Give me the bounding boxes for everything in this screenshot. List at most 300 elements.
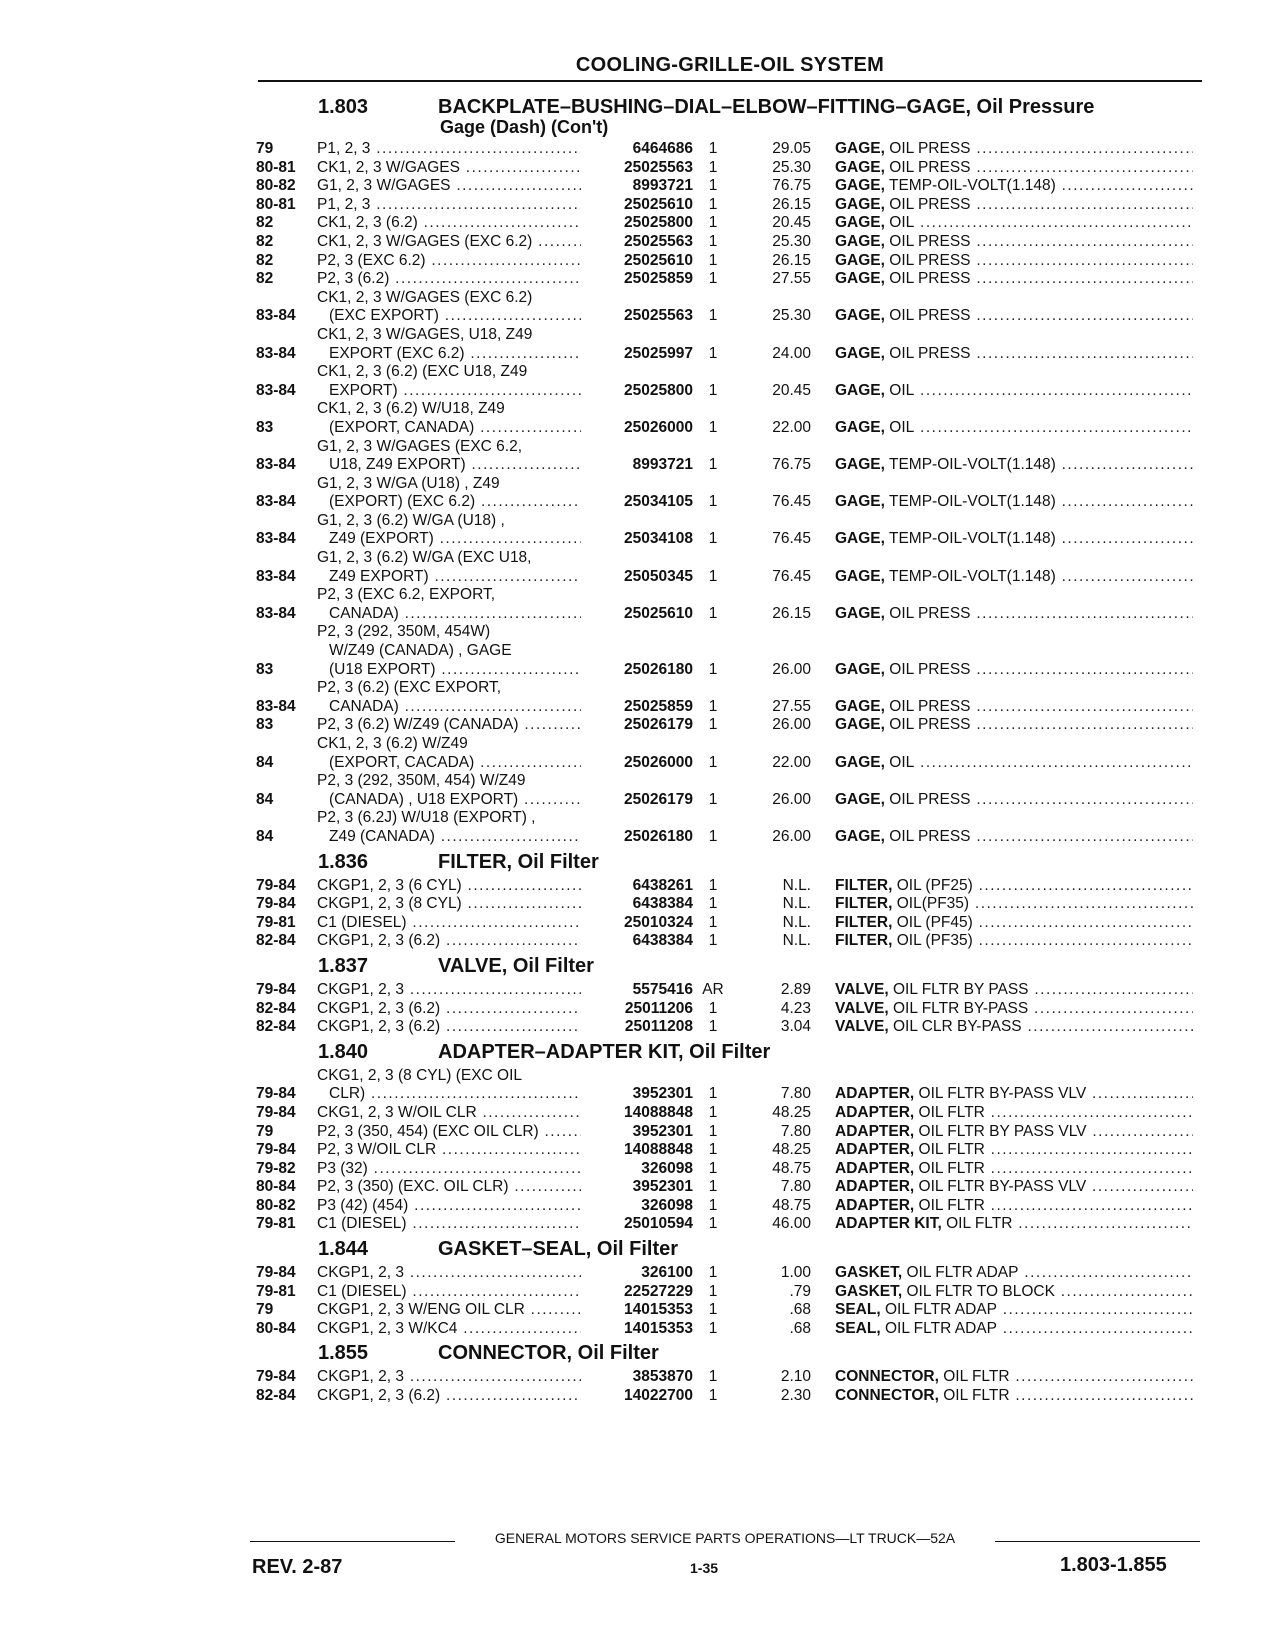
quantity: 1: [708, 1301, 718, 1319]
section-range: 1.803-1.855: [1060, 1554, 1167, 1576]
parts-row: [0, 1018, 1280, 1037]
parts-row: [0, 214, 1280, 233]
parts-row: [0, 1123, 1280, 1142]
parts-row: [0, 981, 1280, 1000]
quantity: 1: [708, 1196, 718, 1214]
part-name: [835, 252, 1193, 271]
part-name-detail: OIL .....: [885, 382, 1193, 399]
part-name-noun: ADAPTER,: [835, 1178, 915, 1196]
description-line: (EXPORT) (EXC 6.2) .....: [317, 493, 581, 512]
price: 22.00: [772, 418, 811, 436]
application-description: [317, 1368, 581, 1387]
parts-row: [0, 177, 1280, 196]
application-description: [317, 932, 581, 951]
part-name-noun: GASKET,: [835, 1264, 903, 1282]
parts-row: [0, 679, 1280, 716]
price: 22.00: [772, 753, 811, 771]
part-name-detail: OIL (PF35) .....: [892, 932, 1193, 949]
part-name-noun: GAGE,: [835, 530, 885, 548]
parts-row: [0, 1104, 1280, 1123]
application-description: [317, 735, 581, 772]
part-number: 25010594: [624, 1215, 693, 1233]
description-line: P3 (32) .....: [317, 1160, 581, 1179]
description-line: P1, 2, 3 .....: [317, 196, 581, 215]
application-description: [317, 159, 581, 178]
model-year: 83-84: [256, 493, 296, 511]
part-name: [835, 716, 1193, 735]
quantity: 1: [708, 1122, 718, 1140]
application-description: [317, 1067, 581, 1104]
part-name: [835, 877, 1193, 896]
model-year: 79-84: [256, 1085, 296, 1103]
part-number: 8993721: [632, 456, 693, 474]
parts-row: [0, 233, 1280, 252]
description-line: CKGP1, 2, 3 (6.2) .....: [317, 932, 581, 951]
parts-row: [0, 549, 1280, 586]
description-line: CKGP1, 2, 3 (6.2) .....: [317, 1000, 581, 1019]
part-name-noun: VALVE,: [835, 1018, 889, 1036]
description-line: P2, 3 W/OIL CLR .....: [317, 1141, 581, 1160]
parts-row: [0, 586, 1280, 623]
price: 20.45: [772, 381, 811, 399]
part-number: 326098: [641, 1196, 693, 1214]
part-name: [835, 1000, 1193, 1019]
part-name-detail: OIL PRESS .....: [885, 159, 1193, 176]
section-title: GASKET–SEAL, Oil Filter: [438, 1238, 679, 1261]
part-name: [835, 233, 1193, 252]
parts-row: [0, 1197, 1280, 1216]
price: 48.25: [772, 1103, 811, 1121]
part-name-detail: OIL FLTR .....: [914, 1104, 1193, 1121]
quantity: 1: [708, 493, 718, 511]
part-name-detail: OIL PRESS .....: [885, 307, 1193, 324]
part-number: 25026179: [624, 716, 693, 734]
part-number: 25025563: [624, 307, 693, 325]
part-name-noun: GAGE,: [835, 344, 885, 362]
part-number: 25026180: [624, 827, 693, 845]
part-name: [835, 981, 1193, 1000]
price: 27.55: [772, 697, 811, 715]
description-line: (EXC EXPORT) .....: [317, 307, 581, 326]
description-line: CKGP1, 2, 3 .....: [317, 981, 581, 1000]
part-name-detail: OIL FLTR TO BLOCK .....: [902, 1283, 1193, 1300]
part-name: [835, 914, 1193, 933]
part-name-noun: GAGE,: [835, 790, 885, 808]
description-line: CKG1, 2, 3 (8 CYL) (EXC OIL: [317, 1066, 523, 1084]
part-name: [835, 214, 1193, 233]
part-name-noun: GAGE,: [835, 567, 885, 585]
part-name-noun: ADAPTER KIT,: [835, 1215, 942, 1233]
part-name-noun: FILTER,: [835, 932, 893, 950]
model-year: 83-84: [256, 567, 296, 585]
parts-row: [0, 159, 1280, 178]
application-description: [317, 1000, 581, 1019]
part-name: [835, 1160, 1193, 1179]
model-year: 84: [256, 827, 274, 845]
part-name: [835, 1368, 1193, 1387]
part-name: [835, 1104, 1193, 1123]
part-name: [835, 382, 1193, 401]
quantity: 1: [708, 604, 718, 622]
model-year: 79-84: [256, 876, 296, 894]
model-year: 84: [256, 790, 274, 808]
quantity: 1: [708, 232, 718, 250]
model-year: 80-82: [256, 177, 296, 195]
price: 26.00: [772, 790, 811, 808]
model-year: 82-84: [256, 1387, 296, 1405]
quantity: 1: [708, 251, 718, 269]
part-name: [835, 196, 1193, 215]
part-name: [835, 895, 1193, 914]
part-name: [835, 345, 1193, 364]
price: .79: [789, 1282, 811, 1300]
section-code: 1.836: [318, 850, 369, 873]
part-name: [835, 1264, 1193, 1283]
quantity: 1: [708, 1159, 718, 1177]
part-number: 25025859: [624, 270, 693, 288]
quantity: 1: [708, 1215, 718, 1233]
section-code: 1.837: [318, 954, 369, 977]
application-description: [317, 549, 581, 586]
description-line: P2, 3 (EXC 6.2) .....: [317, 252, 581, 271]
part-name-detail: OIL (PF45) .....: [892, 914, 1193, 931]
description-line: U18, Z49 EXPORT) .....: [317, 456, 581, 475]
quantity: 1: [708, 1018, 718, 1036]
parts-row: [0, 289, 1280, 326]
parts-row: [0, 1000, 1280, 1019]
application-description: [317, 1215, 581, 1234]
part-number: 3853870: [632, 1368, 693, 1386]
part-name-noun: SEAL,: [835, 1301, 881, 1319]
description-line: EXPORT) .....: [317, 382, 581, 401]
price: 3.04: [780, 1018, 811, 1036]
part-name: [835, 568, 1193, 587]
description-line: G1, 2, 3 (6.2) W/GA (EXC U18,: [317, 549, 532, 567]
page-title: COOLING-GRILLE-OIL SYSTEM: [575, 54, 885, 76]
part-name-detail: TEMP-OIL-VOLT(1.148) .....: [885, 530, 1193, 547]
model-year: 83-84: [256, 604, 296, 622]
part-name-detail: OIL CLR BY-PASS .....: [889, 1018, 1193, 1035]
section-code: 1.840: [318, 1040, 369, 1063]
part-number: 6438384: [632, 932, 693, 950]
parts-row: [0, 1283, 1280, 1302]
parts-row: [0, 475, 1280, 512]
model-year: 80-81: [256, 195, 296, 213]
description-line: P2, 3 (EXC 6.2, EXPORT,: [317, 586, 496, 604]
parts-row: [0, 512, 1280, 549]
part-name-detail: OIL PRESS .....: [885, 196, 1193, 213]
parts-row: [0, 196, 1280, 215]
part-name-detail: OIL PRESS .....: [885, 716, 1193, 733]
application-description: [317, 1160, 581, 1179]
application-description: [317, 877, 581, 896]
quantity: 1: [708, 1387, 718, 1405]
model-year: 83-84: [256, 307, 296, 325]
part-number: 25026000: [624, 753, 693, 771]
catalog-section: [0, 951, 1280, 1037]
part-name-noun: ADAPTER,: [835, 1141, 915, 1159]
price: 20.45: [772, 214, 811, 232]
part-name-noun: VALVE,: [835, 980, 889, 998]
application-description: [317, 1283, 581, 1302]
part-name-detail: OIL FLTR ADAP .....: [881, 1301, 1193, 1318]
part-name-noun: ADAPTER,: [835, 1085, 915, 1103]
section-code: 1.844: [318, 1238, 369, 1261]
description-line: CKGP1, 2, 3 (8 CYL) .....: [317, 895, 581, 914]
section-title: VALVE, Oil Filter: [438, 954, 594, 977]
part-number: 25025800: [624, 214, 693, 232]
application-description: [317, 1104, 581, 1123]
model-year: 83-84: [256, 456, 296, 474]
price: 26.00: [772, 660, 811, 678]
part-number: 6464686: [632, 140, 693, 157]
part-name-detail: OIL .....: [885, 419, 1193, 436]
part-number: 25034105: [624, 493, 693, 511]
part-number: 5575416: [632, 980, 693, 998]
quantity: 1: [708, 456, 718, 474]
description-line: G1, 2, 3 W/GAGES .....: [317, 177, 581, 196]
part-name: [835, 605, 1193, 624]
part-name: [835, 177, 1193, 196]
parts-row: [0, 252, 1280, 271]
description-line: P2, 3 (350) (EXC. OIL CLR) .....: [317, 1178, 581, 1197]
part-number: 25025610: [624, 251, 693, 269]
part-name-detail: OIL(PF35) .....: [892, 895, 1193, 912]
description-line: CK1, 2, 3 (6.2) W/U18, Z49: [317, 400, 505, 418]
parts-row: [0, 932, 1280, 951]
application-description: [317, 895, 581, 914]
part-name-detail: OIL PRESS .....: [885, 605, 1193, 622]
price: 7.80: [780, 1122, 811, 1140]
part-name-noun: GAGE,: [835, 381, 885, 399]
model-year: 79: [256, 1301, 274, 1319]
part-number: 25025800: [624, 381, 693, 399]
part-name-noun: GAGE,: [835, 493, 885, 511]
price: N.L.: [782, 932, 811, 950]
description-line: CLR) .....: [317, 1085, 581, 1104]
model-year: 82-84: [256, 1018, 296, 1036]
model-year: 79-81: [256, 1282, 296, 1300]
part-name: [835, 1141, 1193, 1160]
parts-row: [0, 140, 1280, 159]
description-line: CKGP1, 2, 3 (6 CYL) .....: [317, 877, 581, 896]
section-heading: [0, 1037, 1280, 1067]
quantity: 1: [708, 1282, 718, 1300]
price: 2.10: [780, 1368, 811, 1386]
parts-row: [0, 1387, 1280, 1406]
part-name-noun: SEAL,: [835, 1319, 881, 1337]
parts-row: [0, 623, 1280, 679]
description-line: P2, 3 (6.2J) W/U18 (EXPORT) ,: [317, 809, 536, 827]
price: .68: [789, 1301, 811, 1319]
price: 26.15: [772, 604, 811, 622]
application-description: [317, 1320, 581, 1339]
part-name-noun: FILTER,: [835, 895, 893, 913]
part-name: [835, 932, 1193, 951]
price: 7.80: [780, 1085, 811, 1103]
quantity: 1: [708, 1368, 718, 1386]
part-name-detail: OIL FLTR .....: [914, 1160, 1193, 1177]
model-year: 79-84: [256, 895, 296, 913]
price: 48.75: [772, 1159, 811, 1177]
application-description: [317, 809, 581, 846]
application-description: [317, 1018, 581, 1037]
section-heading: [0, 847, 1280, 877]
parts-row: [0, 1320, 1280, 1339]
part-number: 25034108: [624, 530, 693, 548]
part-name: [835, 456, 1193, 475]
application-description: [317, 679, 581, 716]
part-number: 25011206: [624, 999, 693, 1017]
description-line: P2, 3 (6.2) .....: [317, 270, 581, 289]
description-line: CK1, 2, 3 W/GAGES (EXC 6.2) .....: [317, 233, 581, 252]
part-name-noun: GAGE,: [835, 158, 885, 176]
application-description: [317, 438, 581, 475]
description-line: CKG1, 2, 3 W/OIL CLR .....: [317, 1104, 581, 1123]
quantity: 1: [708, 1319, 718, 1337]
catalog-section: [0, 1234, 1280, 1338]
price: 26.00: [772, 716, 811, 734]
quantity: 1: [708, 307, 718, 325]
price: 76.45: [772, 567, 811, 585]
part-name: [835, 1215, 1193, 1234]
part-number: 326100: [641, 1264, 693, 1282]
quantity: 1: [708, 195, 718, 213]
application-description: [317, 196, 581, 215]
model-year: 82-84: [256, 932, 296, 950]
part-number: 25025563: [624, 232, 693, 250]
part-name: [835, 698, 1193, 717]
description-line: CK1, 2, 3 W/GAGES, U18, Z49: [317, 325, 533, 343]
footer-rule-right: [995, 1541, 1200, 1542]
price: 46.00: [772, 1215, 811, 1233]
model-year: 82: [256, 270, 274, 288]
part-name-noun: GAGE,: [835, 307, 885, 325]
part-number: 25025563: [624, 158, 693, 176]
price: 48.75: [772, 1196, 811, 1214]
part-name-noun: ADAPTER,: [835, 1122, 915, 1140]
model-year: 82: [256, 251, 274, 269]
model-year: 80-84: [256, 1178, 296, 1196]
part-name-detail: OIL FLTR .....: [914, 1197, 1193, 1214]
application-description: [317, 475, 581, 512]
parts-row: [0, 1178, 1280, 1197]
revision-label: REV. 2-87: [252, 1556, 343, 1578]
part-number: 14015353: [624, 1319, 693, 1337]
application-description: [317, 326, 581, 363]
price: 26.15: [772, 195, 811, 213]
parts-row: [0, 326, 1280, 363]
application-description: [317, 586, 581, 623]
application-description: [317, 252, 581, 271]
model-year: 79-82: [256, 1159, 296, 1177]
price: 4.23: [780, 999, 811, 1017]
part-name-detail: OIL FLTR .....: [914, 1141, 1193, 1158]
parts-row: [0, 1141, 1280, 1160]
description-line: C1 (DIESEL) .....: [317, 1283, 581, 1302]
description-line: CKGP1, 2, 3 W/KC4 .....: [317, 1320, 581, 1339]
section-heading: [0, 1234, 1280, 1264]
quantity: 1: [708, 895, 718, 913]
part-name-detail: OIL PRESS .....: [885, 252, 1193, 269]
part-number: 25025997: [624, 344, 693, 362]
description-line: P2, 3 (350, 454) (EXC OIL CLR) .....: [317, 1123, 581, 1142]
part-name-detail: OIL PRESS .....: [885, 791, 1193, 808]
description-line: CKGP1, 2, 3 W/ENG OIL CLR .....: [317, 1301, 581, 1320]
quantity: 1: [708, 790, 718, 808]
model-year: 79-84: [256, 1103, 296, 1121]
price: 29.05: [772, 140, 811, 157]
part-name-noun: GAGE,: [835, 177, 885, 195]
description-line: CK1, 2, 3 (6.2) (EXC U18, Z49: [317, 363, 528, 381]
application-description: [317, 1301, 581, 1320]
model-year: 83: [256, 716, 274, 734]
quantity: 1: [708, 913, 718, 931]
part-name-noun: ADAPTER,: [835, 1103, 915, 1121]
quantity: 1: [708, 1178, 718, 1196]
part-number: 326098: [641, 1159, 693, 1177]
description-line: P2, 3 (292, 350M, 454W): [317, 623, 491, 641]
description-line: P2, 3 (292, 350M, 454) W/Z49: [317, 772, 526, 790]
part-number: 25026179: [624, 790, 693, 808]
part-name-noun: GAGE,: [835, 214, 885, 232]
description-line: P3 (42) (454) .....: [317, 1197, 581, 1216]
description-line: C1 (DIESEL) .....: [317, 1215, 581, 1234]
part-name-noun: GAGE,: [835, 697, 885, 715]
part-name-detail: OIL PRESS .....: [885, 828, 1193, 845]
description-line: CANADA) .....: [317, 605, 581, 624]
part-name-detail: OIL FLTR .....: [939, 1368, 1193, 1385]
part-number: 22527229: [624, 1282, 693, 1300]
description-line: CK1, 2, 3 W/GAGES .....: [317, 159, 581, 178]
description-line: P1, 2, 3 .....: [317, 140, 581, 159]
footer-publisher: GENERAL MOTORS SERVICE PARTS OPERATIONS—LT TRUCK—52A: [494, 1530, 956, 1546]
price: 2.89: [780, 980, 811, 998]
part-name-detail: OIL FLTR BY PASS VLV .....: [914, 1123, 1193, 1140]
price: N.L.: [782, 895, 811, 913]
parts-row: [0, 270, 1280, 289]
part-name-noun: GAGE,: [835, 418, 885, 436]
part-name: [835, 791, 1193, 810]
model-year: 83-84: [256, 381, 296, 399]
part-name-noun: FILTER,: [835, 913, 893, 931]
application-description: [317, 214, 581, 233]
part-name-detail: OIL PRESS .....: [885, 270, 1193, 287]
part-name-detail: OIL FLTR BY-PASS VLV .....: [914, 1085, 1193, 1102]
model-year: 79: [256, 140, 274, 157]
application-description: [317, 233, 581, 252]
price: 2.30: [780, 1387, 811, 1405]
part-number: 14088848: [624, 1103, 693, 1121]
quantity: 1: [708, 1141, 718, 1159]
model-year: 82: [256, 232, 274, 250]
parts-row: [0, 400, 1280, 437]
quantity: 1: [708, 932, 718, 950]
part-name: [835, 159, 1193, 178]
parts-row: [0, 1160, 1280, 1179]
part-name-detail: OIL FLTR .....: [939, 1387, 1193, 1404]
quantity: 1: [708, 140, 718, 157]
part-number: 25026180: [624, 660, 693, 678]
description-line: CK1, 2, 3 W/GAGES (EXC 6.2): [317, 288, 533, 306]
description-line: Z49 (CANADA) .....: [317, 828, 581, 847]
model-year: 79-81: [256, 913, 296, 931]
price: 27.55: [772, 270, 811, 288]
part-number: 3952301: [632, 1178, 693, 1196]
part-number: 6438384: [632, 895, 693, 913]
model-year: 82-84: [256, 999, 296, 1017]
description-line: CKGP1, 2, 3 .....: [317, 1264, 581, 1283]
